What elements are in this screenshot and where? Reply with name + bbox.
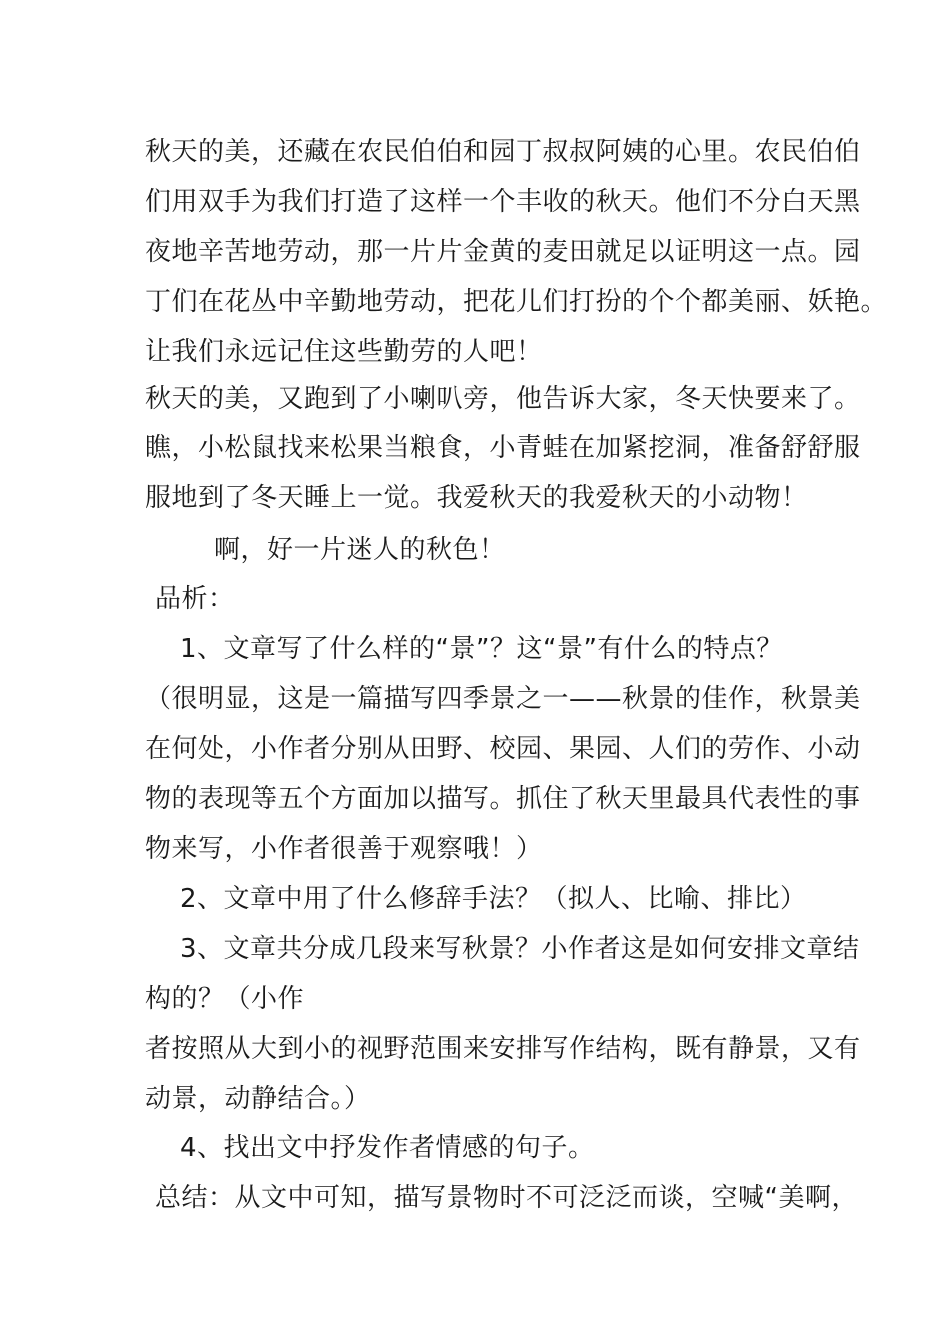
text-line-18: 构的？（小作 [145, 984, 305, 1014]
text-line-05: 让我们永远记住这些勤劳的人吧！ [145, 337, 543, 367]
text-line-06: 秋天的美，又跑到了小喇叭旁，他告诉大家，冬天快要来了。 [145, 384, 861, 414]
text-line-07: 瞧，小松鼠找来松果当粮食，小青蛙在加紧挖洞，准备舒舒服 [145, 433, 861, 463]
text-line-02: 们用双手为我们打造了这样一个丰收的秋天。他们不分白天黑 [145, 187, 861, 217]
text-line-01: 秋天的美，还藏在农民伯伯和园丁叔叔阿姨的心里。农民伯伯 [145, 137, 861, 167]
question-1: 1、文章写了什么样的“景”？这“景”有什么的特点？ [180, 634, 783, 664]
question-3: 3、文章共分成几段来写秋景？小作者这是如何安排文章结 [180, 934, 860, 964]
text-line-12: （很明显，这是一篇描写四季景之一——秋景的佳作，秋景美 [145, 684, 861, 714]
text-line-19: 者按照从大到小的视野范围来安排写作结构，既有静景，又有 [145, 1034, 861, 1064]
question-2: 2、文章中用了什么修辞手法？（拟人、比喻、排比） [180, 884, 807, 914]
text-line-20: 动景，动静结合。） [145, 1084, 371, 1114]
summary-line: 总结：从文中可知，描写景物时不可泛泛而谈，空喊“美啊， [155, 1183, 858, 1213]
text-line-08: 服地到了冬天睡上一觉。我爱秋天的我爱秋天的小动物！ [145, 483, 808, 513]
text-line-04: 丁们在花丛中辛勤地劳动，把花儿们打扮的个个都美丽、妖艳。 [145, 287, 888, 317]
text-line-09: 啊，好一片迷人的秋色！ [214, 535, 506, 565]
question-4: 4、找出文中抒发作者情感的句子。 [180, 1133, 595, 1163]
text-line-13: 在何处，小作者分别从田野、校园、果园、人们的劳作、小动 [145, 734, 861, 764]
text-line-03: 夜地辛苦地劳动，那一片片金黄的麦田就足以证明这一点。园 [145, 237, 861, 267]
text-line-14: 物的表现等五个方面加以描写。抓住了秋天里最具代表性的事 [145, 784, 861, 814]
text-line-15: 物来写，小作者很善于观察哦！） [145, 834, 543, 864]
section-heading-analysis: 品析： [155, 584, 235, 614]
